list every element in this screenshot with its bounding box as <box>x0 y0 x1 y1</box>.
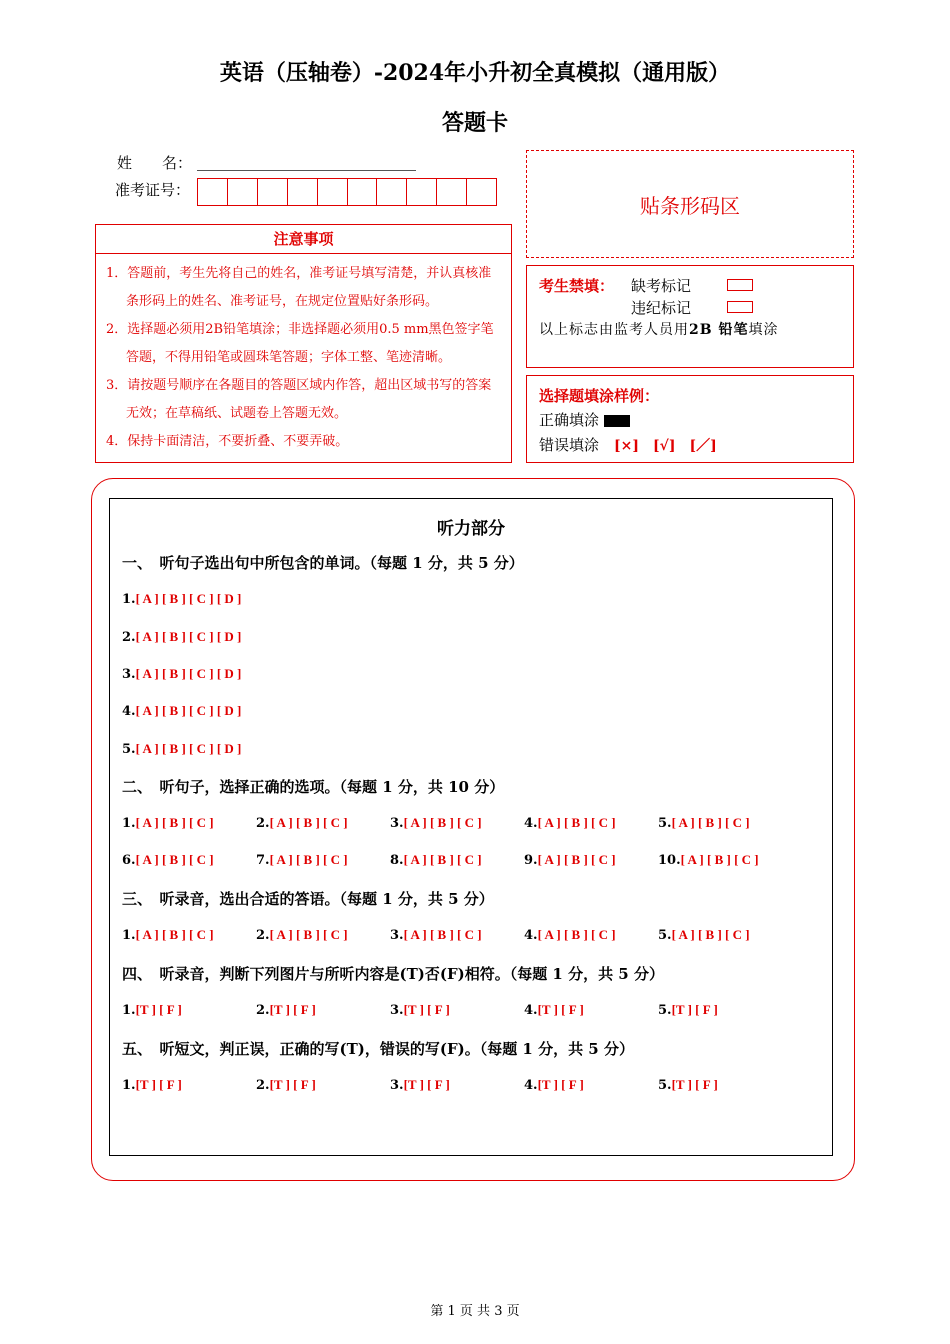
page-subtitle: 答题卡 <box>441 110 508 136</box>
question-number: 1. <box>122 1078 136 1093</box>
answer-options[interactable]: [T ] [ F ] <box>403 1077 450 1092</box>
question-number: 4. <box>524 816 538 831</box>
answer-options[interactable]: [ A ] [ B ] [ C ] <box>537 852 616 867</box>
question-number: 4. <box>122 704 136 719</box>
answer-item[interactable] <box>524 852 616 868</box>
wrong-sample: 错误填涂 [×] [√] [／] <box>539 436 717 454</box>
answer-options[interactable]: [ A ] [ B ] [ C ] <box>680 852 759 867</box>
answer-options[interactable]: [ A ] [ B ] [ C ] [ D ] <box>135 591 242 606</box>
answer-item[interactable] <box>658 815 750 831</box>
question-number: 1. <box>122 816 136 831</box>
answer-item[interactable] <box>122 629 241 645</box>
answer-item[interactable] <box>390 815 482 831</box>
question-number: 4. <box>524 1078 538 1093</box>
answer-options[interactable]: [ A ] [ B ] [ C ] <box>403 927 482 942</box>
answer-options[interactable]: [ A ] [ B ] [ C ] [ D ] <box>135 629 242 644</box>
answer-item[interactable] <box>390 852 482 868</box>
answer-item[interactable] <box>658 1077 718 1093</box>
absent-label: 缺考标记 <box>631 277 692 295</box>
answer-item[interactable] <box>122 852 214 868</box>
question-number: 5. <box>658 1003 672 1018</box>
answer-options[interactable]: [T ] [ F ] <box>135 1002 182 1017</box>
section-5-heading: 五、 听短文，判正误，正确的写(T)，错误的写(F)。（每题 1 分，共 5 分） <box>122 1040 634 1058</box>
answer-item[interactable] <box>256 1002 316 1018</box>
notice-item: 2．选择题必须用2B铅笔填涂；非选择题必须用0.5 mm黑色签字笔答题，不得用铅笔或圆珠笔答题；字体工整、笔迹清晰。 <box>106 322 494 365</box>
answer-item[interactable] <box>524 1077 584 1093</box>
answer-options[interactable]: [T ] [ F ] <box>403 1002 450 1017</box>
question-number: 1. <box>122 1003 136 1018</box>
answer-options[interactable]: [T ] [ F ] <box>537 1002 584 1017</box>
answer-item[interactable] <box>122 815 214 831</box>
answer-options[interactable]: [ A ] [ B ] [ C ] <box>269 927 348 942</box>
notice-item: 4．保持卡面清洁，不要折叠、不要弄破。 <box>106 434 349 449</box>
answer-options[interactable]: [ A ] [ B ] [ C ] <box>135 815 214 830</box>
section-3-heading: 三、 听录音，选出合适的答语。（每题 1 分，共 5 分） <box>122 890 494 908</box>
question-number: 3. <box>122 667 136 682</box>
name-label: 姓 名： <box>117 154 193 172</box>
answer-item[interactable] <box>256 927 348 943</box>
notice-title: 注意事项 <box>96 225 511 254</box>
answer-options[interactable]: [T ] [ F ] <box>269 1002 316 1017</box>
question-number: 2. <box>256 1078 270 1093</box>
answer-item[interactable] <box>122 741 241 757</box>
notice-item: 3．请按题号顺序在各题目的答题区域内作答，超出区域书写的答案无效；在草稿纸、试题卷上答题无效。 <box>106 378 492 421</box>
question-number: 2. <box>122 630 136 645</box>
answer-item[interactable] <box>122 1077 182 1093</box>
answer-item[interactable] <box>122 1002 182 1018</box>
answer-item[interactable] <box>390 1002 450 1018</box>
answer-options[interactable]: [ A ] [ B ] [ C ] <box>537 815 616 830</box>
answer-item[interactable] <box>256 815 348 831</box>
answer-options[interactable]: [T ] [ F ] <box>537 1077 584 1092</box>
answer-item[interactable] <box>524 1002 584 1018</box>
answer-options[interactable]: [T ] [ F ] <box>671 1077 718 1092</box>
ban-title: 考生禁填： <box>539 277 615 295</box>
listening-title: 听力部分 <box>437 519 505 539</box>
answer-options[interactable]: [ A ] [ B ] [ C ] <box>135 852 214 867</box>
answer-item[interactable] <box>658 1002 718 1018</box>
question-number: 2. <box>256 1003 270 1018</box>
section-2-heading: 二、 听句子，选择正确的选项。（每题 1 分，共 10 分） <box>122 778 505 796</box>
question-number: 3. <box>390 1003 404 1018</box>
section-4-heading: 四、 听录音，判断下列图片与所听内容是(T)否(F)相符。（每题 1 分，共 5 分） <box>122 965 664 983</box>
question-number: 5. <box>122 742 136 757</box>
answer-options[interactable]: [ A ] [ B ] [ C ] <box>403 815 482 830</box>
page-title: 英语（压轴卷）-2024年小升初全真模拟（通用版） <box>219 60 731 86</box>
answer-item[interactable] <box>256 852 348 868</box>
question-number: 1. <box>122 592 136 607</box>
question-number: 9. <box>524 853 538 868</box>
violation-label: 违纪标记 <box>631 299 692 317</box>
answer-options[interactable]: [ A ] [ B ] [ C ] [ D ] <box>135 666 242 681</box>
answer-item[interactable] <box>390 1077 450 1093</box>
answer-options[interactable]: [ A ] [ B ] [ C ] <box>537 927 616 942</box>
notice-panel <box>95 224 512 463</box>
section-1-heading: 一、 听句子选出句中所包含的单词。（每题 1 分，共 5 分） <box>122 554 524 572</box>
question-number: 8. <box>390 853 404 868</box>
answer-item[interactable] <box>122 927 214 943</box>
question-number: 3. <box>390 1078 404 1093</box>
question-number: 5. <box>658 928 672 943</box>
question-number: 2. <box>256 816 270 831</box>
ban-note: 以上标志由监考人员用2B 铅笔填涂 <box>539 322 779 338</box>
question-number: 10. <box>658 853 681 868</box>
answer-item[interactable] <box>122 703 241 719</box>
question-number: 4. <box>524 928 538 943</box>
question-number: 1. <box>122 928 136 943</box>
answer-item[interactable] <box>524 927 616 943</box>
violation-mark[interactable] <box>727 301 753 313</box>
question-number: 4. <box>524 1003 538 1018</box>
ban-panel <box>526 265 854 368</box>
answer-options[interactable]: [ A ] [ B ] [ C ] [ D ] <box>135 741 242 756</box>
filled-mark-icon <box>604 415 630 427</box>
id-label: 准考证号： <box>115 181 191 199</box>
sample-panel <box>526 375 854 463</box>
answer-options[interactable]: [ A ] [ B ] [ C ] <box>671 815 750 830</box>
answer-item[interactable] <box>256 1077 316 1093</box>
answer-options[interactable]: [ A ] [ B ] [ C ] <box>269 852 348 867</box>
answer-options[interactable]: [ A ] [ B ] [ C ] [ D ] <box>135 703 242 718</box>
answer-options[interactable]: [ A ] [ B ] [ C ] <box>135 927 214 942</box>
sample-title: 选择题填涂样例： <box>539 387 660 405</box>
question-number: 5. <box>658 816 672 831</box>
answer-item[interactable] <box>390 927 482 943</box>
answer-options[interactable]: [ A ] [ B ] [ C ] <box>403 852 482 867</box>
question-number: 3. <box>390 928 404 943</box>
question-number: 5. <box>658 1078 672 1093</box>
question-number: 7. <box>256 853 270 868</box>
correct-sample: 正确填涂 <box>539 409 630 430</box>
answer-item[interactable] <box>658 927 750 943</box>
notice-item: 1．答题前，考生先将自己的姓名，准考证号填写清楚，并认真核准条形码上的姓名、准考证号，在规定位置贴好条形码。 <box>106 266 492 309</box>
barcode-area: 贴条形码区 <box>526 150 854 258</box>
question-number: 2. <box>256 928 270 943</box>
answer-options[interactable]: [ A ] [ B ] [ C ] <box>269 815 348 830</box>
answer-item[interactable] <box>658 852 759 868</box>
question-number: 3. <box>390 816 404 831</box>
page-footer: 第 1 页 共 3 页 <box>430 1304 520 1319</box>
name-field[interactable] <box>197 170 416 171</box>
answer-options[interactable]: [T ] [ F ] <box>671 1002 718 1017</box>
answer-options[interactable]: [ A ] [ B ] [ C ] <box>671 927 750 942</box>
answer-item[interactable] <box>122 591 241 607</box>
answer-item[interactable] <box>122 666 241 682</box>
question-number: 6. <box>122 853 136 868</box>
absent-mark[interactable] <box>727 279 753 291</box>
answer-options[interactable]: [T ] [ F ] <box>135 1077 182 1092</box>
exam-id-boxes[interactable] <box>197 178 497 206</box>
answer-item[interactable] <box>524 815 616 831</box>
answer-options[interactable]: [T ] [ F ] <box>269 1077 316 1092</box>
